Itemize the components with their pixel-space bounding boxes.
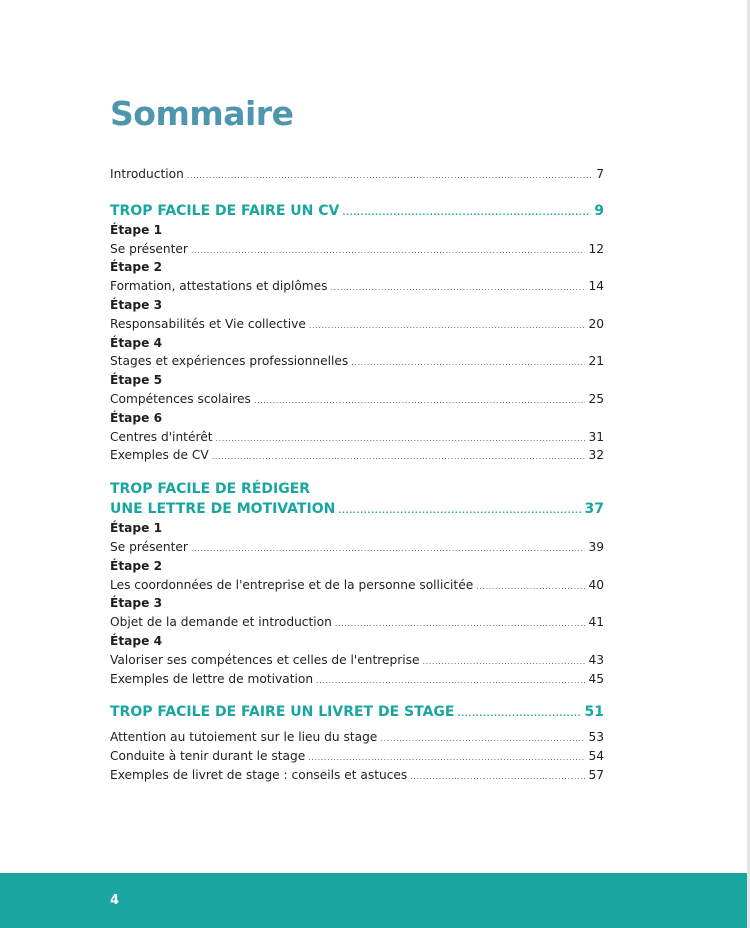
toc-entry-label: Attention au tutoiement sur le lieu du stage: [110, 730, 378, 745]
toc-entry: [110, 766, 604, 785]
toc-page-number: 20: [588, 316, 604, 331]
toc-entry: [110, 390, 604, 409]
toc-page-number: 25: [588, 391, 604, 406]
toc-entry: [110, 428, 604, 447]
toc-spacer: [110, 184, 604, 201]
toc-page-number: 57: [588, 767, 604, 782]
toc-page-number: 39: [588, 539, 604, 554]
toc-entry: [110, 576, 604, 595]
toc-page-number: 37: [584, 501, 604, 518]
toc-section-heading: [110, 499, 604, 519]
toc-entry-label: Responsabilités et Vie collective: [110, 316, 306, 331]
dot-leader: [457, 704, 581, 724]
toc-entry-label: Introduction: [110, 167, 184, 181]
dot-leader: [342, 203, 591, 223]
toc-step-heading: Étape 3: [110, 297, 163, 312]
toc-entry: [110, 670, 604, 689]
toc-entry-label: Se présenter: [110, 241, 188, 256]
toc-entry: [110, 747, 604, 766]
toc-step-heading: Étape 1: [110, 222, 163, 237]
toc-entry: [110, 613, 604, 632]
toc-entry-label: UNE LETTRE DE MOTIVATION: [110, 501, 336, 518]
toc-page-number: 54: [588, 749, 604, 764]
toc-entry: [110, 165, 604, 184]
toc-spacer: [110, 688, 604, 702]
toc-entry-label: Compétences scolaires: [110, 391, 251, 406]
toc-entry: [110, 446, 604, 465]
toc-entry: [110, 315, 604, 334]
toc-page-number: 45: [588, 671, 604, 686]
toc-step-heading: Étape 4: [110, 633, 163, 648]
toc-entry-label: Objet de la demande et introduction: [110, 615, 332, 630]
toc-entry: [110, 728, 604, 747]
toc-section-heading: TROP FACILE DE RÉDIGER: [110, 481, 311, 498]
toc-page-number: 14: [588, 279, 604, 294]
toc-step-heading: Étape 2: [110, 260, 163, 275]
toc-entry-label: Formation, attestations et diplômes: [110, 279, 328, 294]
toc-page-number: 51: [584, 704, 604, 721]
toc-entry-label: Les coordonnées de l'entreprise et de la personne sollicitée: [110, 577, 474, 592]
toc-entry-label: Exemples de lettre de motivation: [110, 671, 314, 686]
toc-page-number: 12: [588, 241, 604, 256]
toc-page-number: 7: [596, 167, 604, 181]
toc-step-heading: Étape 4: [110, 335, 163, 350]
page-number: 4: [110, 893, 120, 908]
toc-step-heading: Étape 6: [110, 410, 163, 425]
footer-band: [0, 873, 747, 928]
toc-page-number: 9: [594, 202, 604, 219]
dot-leader: [338, 501, 581, 521]
toc-entry: [110, 651, 604, 670]
toc-section-heading: [110, 201, 604, 221]
page-title: Sommaire: [110, 94, 294, 133]
toc-step-heading: Étape 2: [110, 558, 163, 573]
table-of-contents: [110, 165, 604, 785]
toc-entry-label: Se présenter: [110, 539, 188, 554]
toc-entry-label: Stages et expériences professionnelles: [110, 354, 349, 369]
toc-entry-label: TROP FACILE DE FAIRE UN CV: [110, 202, 340, 219]
dot-leader: [410, 768, 585, 787]
toc-page-number: 41: [588, 615, 604, 630]
toc-entry: [110, 538, 604, 557]
toc-page-number: 53: [588, 730, 604, 745]
toc-entry-label: Centres d'intérêt: [110, 429, 213, 444]
toc-entry-label: Exemples de CV: [110, 448, 209, 463]
toc-entry: [110, 240, 604, 259]
toc-entry-label: Valoriser ses compétences et celles de l'entreprise: [110, 652, 420, 667]
toc-entry-label: Exemples de livret de stage : conseils et astuces: [110, 767, 408, 782]
toc-page-number: 40: [588, 577, 604, 592]
toc-step-heading: Étape 1: [110, 521, 163, 536]
toc-page-number: 43: [588, 652, 604, 667]
toc-page-number: 31: [588, 429, 604, 444]
dot-leader: [212, 448, 586, 467]
toc-step-heading: Étape 3: [110, 596, 163, 611]
toc-section-heading: [110, 702, 604, 722]
toc-entry: [110, 277, 604, 296]
toc-entry-label: Conduite à tenir durant le stage: [110, 749, 306, 764]
toc-page-number: 32: [588, 448, 604, 463]
dot-leader: [316, 672, 585, 691]
toc-spacer: [110, 465, 604, 479]
toc-step-heading: Étape 5: [110, 373, 163, 388]
toc-entry-label: TROP FACILE DE FAIRE UN LIVRET DE STAGE: [110, 704, 455, 721]
toc-page-number: 21: [588, 354, 604, 369]
toc-entry: [110, 352, 604, 371]
dot-leader: [187, 167, 593, 186]
